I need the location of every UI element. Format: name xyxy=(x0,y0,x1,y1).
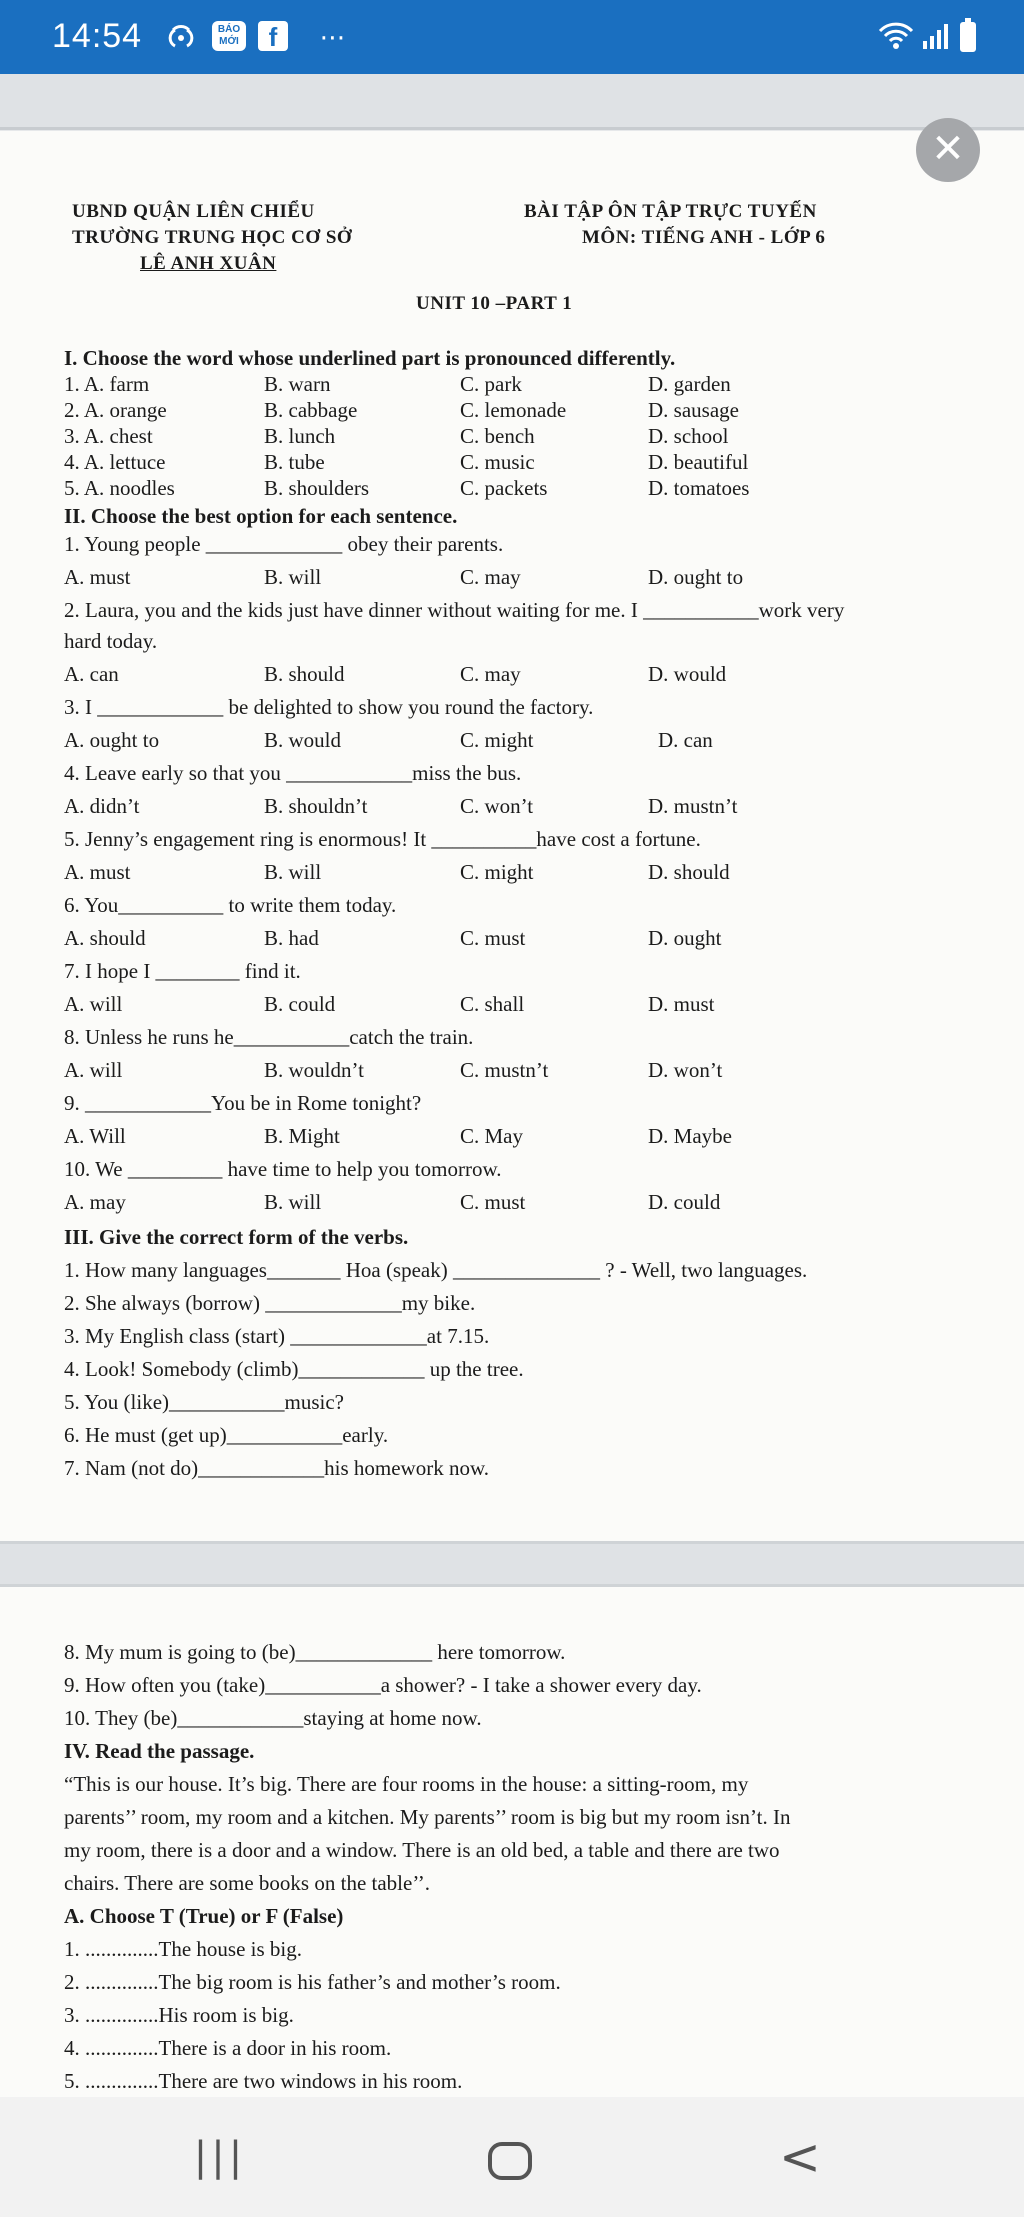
option: B. should xyxy=(264,662,345,686)
pron-option: 2. A. orange xyxy=(64,398,167,422)
section-1-title: I. Choose the word whose underlined part is pronounced differently. xyxy=(64,346,676,370)
option: D. mustn’t xyxy=(648,794,738,818)
pron-option: C. music xyxy=(460,450,535,474)
pron-option: D. tomatoes xyxy=(648,476,750,500)
option: B. will xyxy=(264,1190,322,1214)
pron-option: 3. A. chest xyxy=(64,424,153,448)
subject-title: MÔN: TIẾNG ANH - LỚP 6 xyxy=(582,227,826,248)
document-page-1 xyxy=(0,131,1024,1541)
pron-option: B. tube xyxy=(264,450,325,474)
option: A. ought to xyxy=(64,728,160,752)
verb-item: 9. How often you (take)___________a shower? - I take a shower every day. xyxy=(64,1673,702,1697)
passage-line: “This is our house. It’s big. There are four rooms in the house: a sitting-room, my xyxy=(64,1772,749,1796)
wifi-icon xyxy=(876,21,916,53)
pron-option: C. lemonade xyxy=(460,398,567,422)
pron-option: C. park xyxy=(460,372,522,396)
verb-item: 1. How many languages_______ Hoa (speak) ______________ ? - Well, two languages. xyxy=(64,1258,808,1282)
option: C. must xyxy=(460,926,526,950)
pron-option: 1. A. farm xyxy=(64,372,150,396)
question: 2. Laura, you and the kids just have dinner without waiting for me. I ___________work very xyxy=(64,598,845,622)
pron-option: D. beautiful xyxy=(648,450,749,474)
wireless-icon xyxy=(162,21,200,53)
pron-option: B. shoulders xyxy=(264,476,369,500)
page-separator xyxy=(0,1541,1024,1587)
option: B. will xyxy=(264,565,322,589)
question: 8. Unless he runs he___________catch the train. xyxy=(64,1025,474,1049)
option: A. didn’t xyxy=(64,794,140,818)
passage-line: parents’’ room, my room and a kitchen. My parents’’ room is big but my room isn’t. In xyxy=(64,1805,791,1829)
option: A. may xyxy=(64,1190,126,1214)
pron-option: B. cabbage xyxy=(264,398,358,422)
true-false-title: A. Choose T (True) or F (False) xyxy=(64,1904,344,1928)
option: A. must xyxy=(64,860,131,884)
signal-icon xyxy=(918,21,952,53)
option: A. Will xyxy=(64,1124,126,1148)
pron-option: 5. A. noodles xyxy=(64,476,175,500)
passage-line: chairs. There are some books on the table’’. xyxy=(64,1871,431,1895)
pron-option: B. lunch xyxy=(264,424,336,448)
home-button[interactable] xyxy=(470,2127,550,2187)
question: 7. I hope I ________ find it. xyxy=(64,959,301,983)
option: A. must xyxy=(64,565,131,589)
option: D. won’t xyxy=(648,1058,723,1082)
verb-item: 10. They (be)____________staying at home now. xyxy=(64,1706,482,1730)
option: C. May xyxy=(460,1124,523,1148)
option: A. should xyxy=(64,926,146,950)
option: C. mustn’t xyxy=(460,1058,549,1082)
verb-item: 7. Nam (not do)____________his homework now. xyxy=(64,1456,490,1480)
unit-title: UNIT 10 –PART 1 xyxy=(416,293,573,314)
question: 10. We _________ have time to help you tomorrow. xyxy=(64,1157,502,1181)
option: B. had xyxy=(264,926,319,950)
question: 9. ____________You be in Rome tonight? xyxy=(64,1091,422,1115)
option: D. should xyxy=(648,860,730,884)
question: 4. Leave early so that you ____________miss the bus. xyxy=(64,761,522,785)
pron-option: B. warn xyxy=(264,372,331,396)
status-bar xyxy=(0,0,1024,74)
home-icon xyxy=(488,2142,532,2180)
option: A. will xyxy=(64,1058,123,1082)
question-continued: hard today. xyxy=(64,629,158,653)
option: B. will xyxy=(264,860,322,884)
option: D. could xyxy=(648,1190,721,1214)
option: D. ought xyxy=(648,926,722,950)
option: D. ought to xyxy=(648,565,744,589)
passage-line: my room, there is a door and a window. There is an old bed, a table and there are two xyxy=(64,1838,780,1862)
close-button[interactable]: ✕ xyxy=(916,118,980,182)
option: C. must xyxy=(460,1190,526,1214)
verb-item: 3. My English class (start) _____________at 7.15. xyxy=(64,1324,490,1348)
option: C. might xyxy=(460,728,534,752)
section-3-title: III. Give the correct form of the verbs. xyxy=(64,1225,409,1249)
option: A. can xyxy=(64,662,119,686)
navigation-bar xyxy=(0,2097,1024,2217)
option: A. will xyxy=(64,992,123,1016)
tf-statement: 4. ..............There is a door in his room. xyxy=(64,2036,392,2060)
question: 6. You__________ to write them today. xyxy=(64,893,397,917)
facebook-icon: f xyxy=(258,21,288,51)
document-page-2 xyxy=(0,1587,1024,2097)
tf-statement: 5. ..............There are two windows in his room. xyxy=(64,2069,463,2093)
school-type: TRƯỜNG TRUNG HỌC CƠ SỞ xyxy=(72,227,353,248)
section-4-title: IV. Read the passage. xyxy=(64,1739,255,1763)
school-name: LÊ ANH XUÂN xyxy=(140,253,277,274)
tf-statement: 3. ..............His room is big. xyxy=(64,2003,294,2027)
worksheet-title: BÀI TẬP ÔN TẬP TRỰC TUYẾN xyxy=(524,201,817,222)
option: D. would xyxy=(648,662,727,686)
verb-item: 5. You (like)___________music? xyxy=(64,1390,344,1414)
tf-statement: 2. ..............The big room is his father’s and mother’s room. xyxy=(64,1970,561,1994)
option: B. shouldn’t xyxy=(264,794,368,818)
option: C. might xyxy=(460,860,534,884)
battery-icon xyxy=(960,22,976,52)
pron-option: C. packets xyxy=(460,476,548,500)
option: D. can xyxy=(658,728,713,752)
back-button[interactable]: < xyxy=(779,2128,821,2186)
tf-statement: 1. ..............The house is big. xyxy=(64,1937,302,1961)
school-district: UBND QUẬN LIÊN CHIỂU xyxy=(72,201,315,222)
verb-item: 2. She always (borrow) _____________my bike. xyxy=(64,1291,476,1315)
recent-apps-button[interactable]: ||| xyxy=(193,2134,247,2180)
option: D. must xyxy=(648,992,715,1016)
pron-option: 4. A. lettuce xyxy=(64,450,166,474)
verb-item: 6. He must (get up)___________early. xyxy=(64,1423,389,1447)
question: 1. Young people _____________ obey their parents. xyxy=(64,532,504,556)
option: C. may xyxy=(460,565,521,589)
option: B. wouldn’t xyxy=(264,1058,364,1082)
option: B. could xyxy=(264,992,336,1016)
option: B. Might xyxy=(264,1124,340,1148)
verb-item: 4. Look! Somebody (climb)____________ up the tree. xyxy=(64,1357,524,1381)
option: C. may xyxy=(460,662,521,686)
option: B. would xyxy=(264,728,342,752)
clock: 14:54 xyxy=(52,17,143,55)
viewer-toolbar xyxy=(0,74,1024,130)
pron-option: D. sausage xyxy=(648,398,739,422)
option: C. shall xyxy=(460,992,525,1016)
news-app-icon: BÁO MỚI xyxy=(212,21,246,51)
pron-option: D. garden xyxy=(648,372,731,396)
pron-option: C. bench xyxy=(460,424,535,448)
section-2-title: II. Choose the best option for each sentence. xyxy=(64,504,458,528)
option: D. Maybe xyxy=(648,1124,732,1148)
question: 3. I ____________ be delighted to show you round the factory. xyxy=(64,695,594,719)
pron-option: D. school xyxy=(648,424,729,448)
option: C. won’t xyxy=(460,794,534,818)
verb-item: 8. My mum is going to (be)_____________ here tomorrow. xyxy=(64,1640,566,1664)
more-icon: ⋯ xyxy=(319,22,349,52)
question: 5. Jenny’s engagement ring is enormous! It __________have cost a fortune. xyxy=(64,827,701,851)
